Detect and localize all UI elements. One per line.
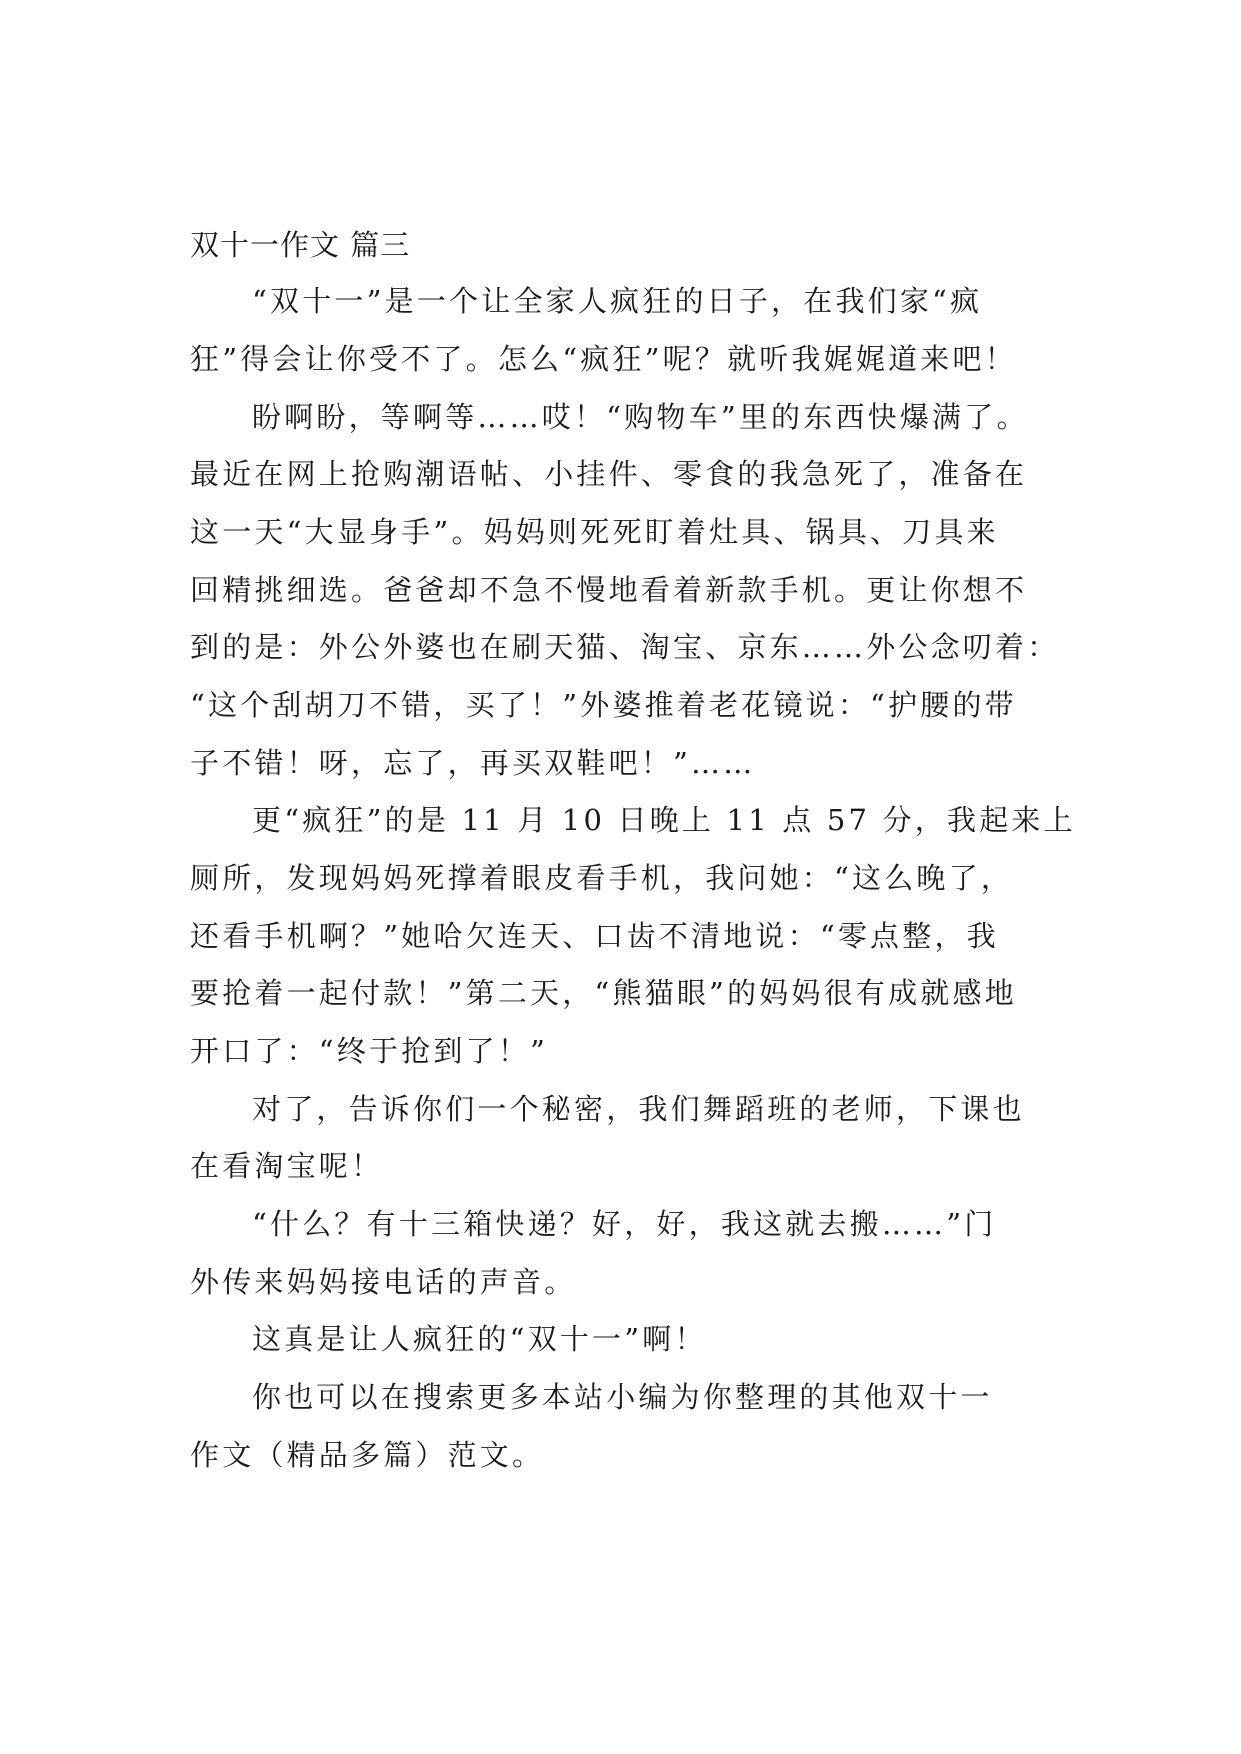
paragraph-5-line-1: “什么？有十三箱快递？好，好，我这就去搬……”门 — [252, 1207, 997, 1241]
paragraph-2-line-1: 盼啊盼，等啊等……哎！“购物车”里的东西快爆满了。 — [252, 400, 1029, 434]
document-title: 双十一作文 篇三 — [190, 228, 411, 262]
paragraph-2-line-4: 回精挑细选。爸爸却不急不慢地看着新款手机。更让你想不 — [190, 573, 1028, 607]
paragraph-1-line-1: “双十一”是一个让全家人疯狂的日子，在我们家“疯 — [252, 284, 983, 318]
paragraph-3-line-2: 厕所，发现妈妈死撑着眼皮看手机，我问她：“这么晚了， — [190, 861, 1014, 895]
paragraph-6-line-1: 这真是让人疯狂的“双十一”啊！ — [252, 1322, 707, 1356]
paragraph-3-line-5: 开口了：“终于抢到了！” — [190, 1034, 549, 1068]
paragraph-4-line-2: 在看淘宝呢！ — [190, 1149, 384, 1183]
paragraph-2-line-2: 最近在网上抢购潮语帖、小挂件、零食的我急死了，准备在 — [190, 457, 1028, 491]
paragraph-3-line-3: 还看手机啊？”她哈欠连天、口齿不清地说：“零点整，我 — [190, 919, 999, 953]
paragraph-1-line-2: 狂”得会让你受不了。怎么“疯狂”呢？就听我娓娓道来吧！ — [190, 342, 1017, 376]
paragraph-2-line-3: 这一天“大显身手”。妈妈则死死盯着灶具、锅具、刀具来 — [190, 515, 999, 549]
paragraph-7-line-1: 你也可以在搜索更多本站小编为你整理的其他双十一 — [252, 1380, 993, 1414]
paragraph-3-line-1: 更“疯狂”的是 11 月 10 日晚上 11 点 57 分，我起来上 — [252, 803, 1076, 837]
paragraph-4-line-1: 对了，告诉你们一个秘密，我们舞蹈班的老师，下课也 — [252, 1092, 1025, 1126]
paragraph-3-line-4: 要抢着一起付款！”第二天，“熊猫眼”的妈妈很有成就感地 — [190, 976, 1017, 1010]
paragraph-2-line-6: “这个刮胡刀不错，买了！”外婆推着老花镜说：“护腰的带 — [190, 688, 1017, 722]
paragraph-5-line-2: 外传来妈妈接电话的声音。 — [190, 1265, 577, 1299]
paragraph-2-line-7: 子不错！呀，忘了，再买双鞋吧！”…… — [190, 746, 756, 780]
paragraph-7-line-2: 作文（精品多篇）范文。 — [190, 1438, 545, 1472]
paragraph-2-line-5: 到的是：外公外婆也在刷天猫、淘宝、京东……外公念叨着： — [190, 630, 1060, 664]
